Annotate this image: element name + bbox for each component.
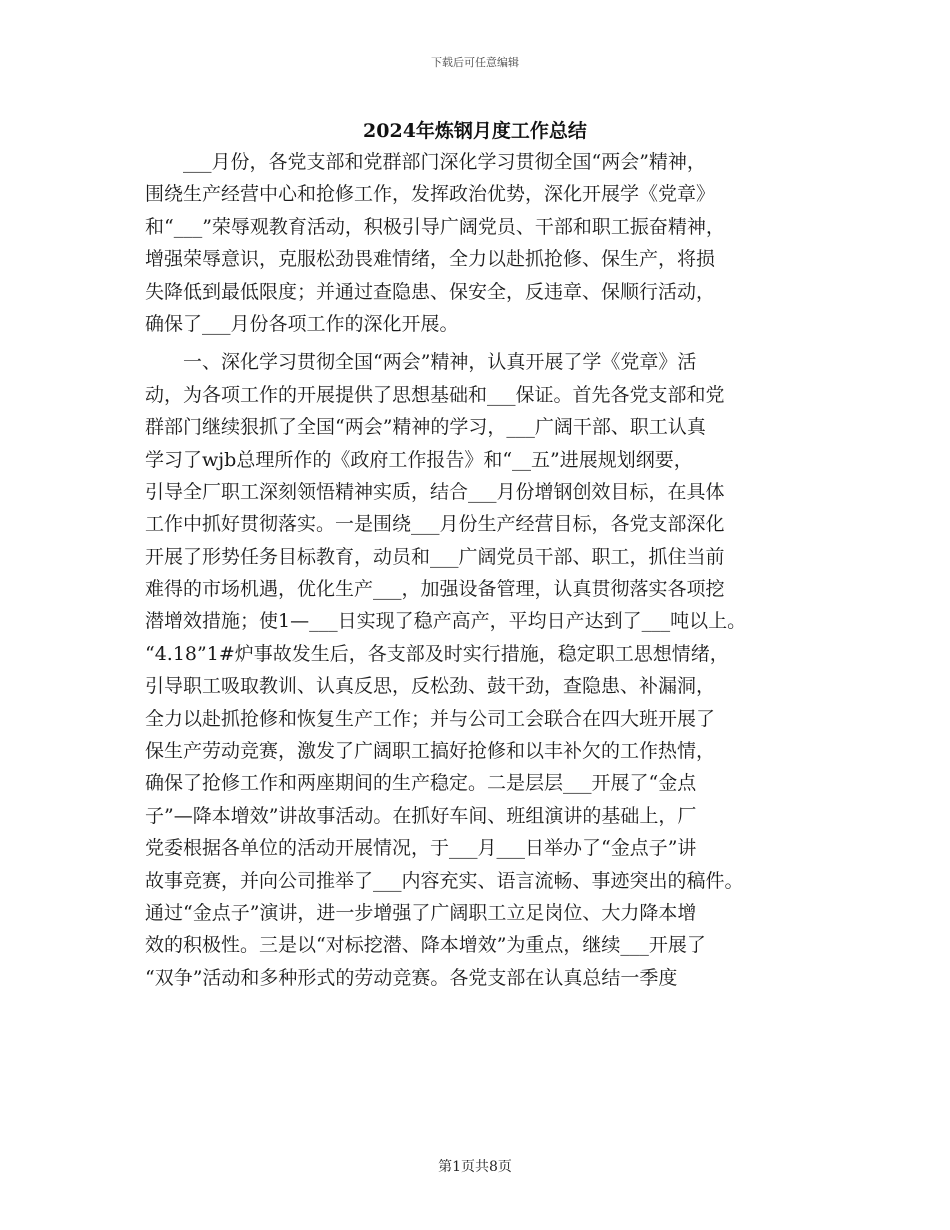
text-line: 和“___”荣辱观教育活动，积极引导广阔党员、干部和职工振奋精神， xyxy=(145,215,725,238)
header-note: 下载后可任意编辑 xyxy=(431,56,519,69)
document-body xyxy=(145,146,835,994)
text-line: 确保了___月份各项工作的深化开展。 xyxy=(145,312,459,335)
text-line: 子”—降本增效”讲故事活动。在抓好车间、班组演讲的基础上，厂 xyxy=(145,804,697,827)
text-line: 效的积极性。三是以“对标挖潜、降本增效”为重点，继续___开展了 xyxy=(145,934,706,957)
text-line: 引导全厂职工深刻领悟精神实质，结合___月份增钢创效目标，在具体 xyxy=(145,480,725,503)
text-line: “双争”活动和多种形式的劳动竞赛。各党支部在认真总结一季度 xyxy=(145,966,678,989)
text-line: 难得的市场机遇，优化生产___，加强设备管理，认真贯彻落实各项挖 xyxy=(145,578,725,601)
text-line: 全力以赴抓抢修和恢复生产工作；并与公司工会联合在四大班开展了 xyxy=(145,707,716,730)
text-line: 学习了wjb总理所作的《政府工作报告》和“__五”进展规划纲要， xyxy=(145,448,693,471)
document-title: 2024年炼钢月度工作总结 xyxy=(363,120,587,142)
text-line: 工作中抓好贯彻落实。一是围绕___月份生产经营目标，各党支部深化 xyxy=(145,513,725,536)
text-line: 失降低到最低限度；并通过查隐患、保安全，反违章、保顺行活动， xyxy=(145,280,716,303)
paragraph-section-one xyxy=(145,346,835,994)
paragraph-intro xyxy=(145,146,835,340)
text-line: ___月份，各党支部和党群部门深化学习贯彻全国“两会”精神， xyxy=(183,151,706,173)
text-line: 增强荣辱意识，克服松劲畏难情绪，全力以赴抓抢修、保生产，将损 xyxy=(145,248,716,271)
text-line: 保生产劳动竞赛，激发了广阔职工搞好抢修和以丰补欠的工作热情， xyxy=(145,740,716,763)
text-line: 通过“金点子”演讲，进一步增强了广阔职工立足岗位、大力降本增 xyxy=(145,901,697,924)
text-line: 引导职工吸取教训、认真反思，反松劲、鼓干劲，查隐患、补漏洞， xyxy=(145,675,716,698)
text-line: 围绕生产经营中心和抢修工作，发挥政治优势，深化开展学《党章》 xyxy=(145,183,716,206)
text-line: 确保了抢修工作和两座期间的生产稳定。二是层层___开展了“金点 xyxy=(145,772,697,795)
page-number-footer: 第1页共8页 xyxy=(438,1159,512,1175)
text-line: 党委根据各单位的活动开展情况，于___月___日举办了“金点子”讲 xyxy=(145,837,697,860)
text-line: “4.18”1#炉事故发生后，各支部及时实行措施，稳定职工思想情绪， xyxy=(145,642,729,665)
text-line: 故事竞赛，并向公司推举了___内容充实、语言流畅、事迹突出的稿件。 xyxy=(145,869,744,892)
text-line: 潜增效措施；使1—___日实现了稳产高产，平均日产达到了___吨以上。 xyxy=(145,610,747,633)
text-line: 一、深化学习贯彻全国“两会”精神，认真开展了学《党章》活 xyxy=(183,351,697,374)
text-line: 动，为各项工作的开展提供了思想基础和___保证。首先各党支部和党 xyxy=(145,383,725,406)
text-line: 开展了形势任务目标教育，动员和___广阔党员干部、职工，抓住当前 xyxy=(145,545,725,568)
text-line: 群部门继续狠抓了全国“两会”精神的学习，___广阔干部、职工认真 xyxy=(145,416,706,439)
